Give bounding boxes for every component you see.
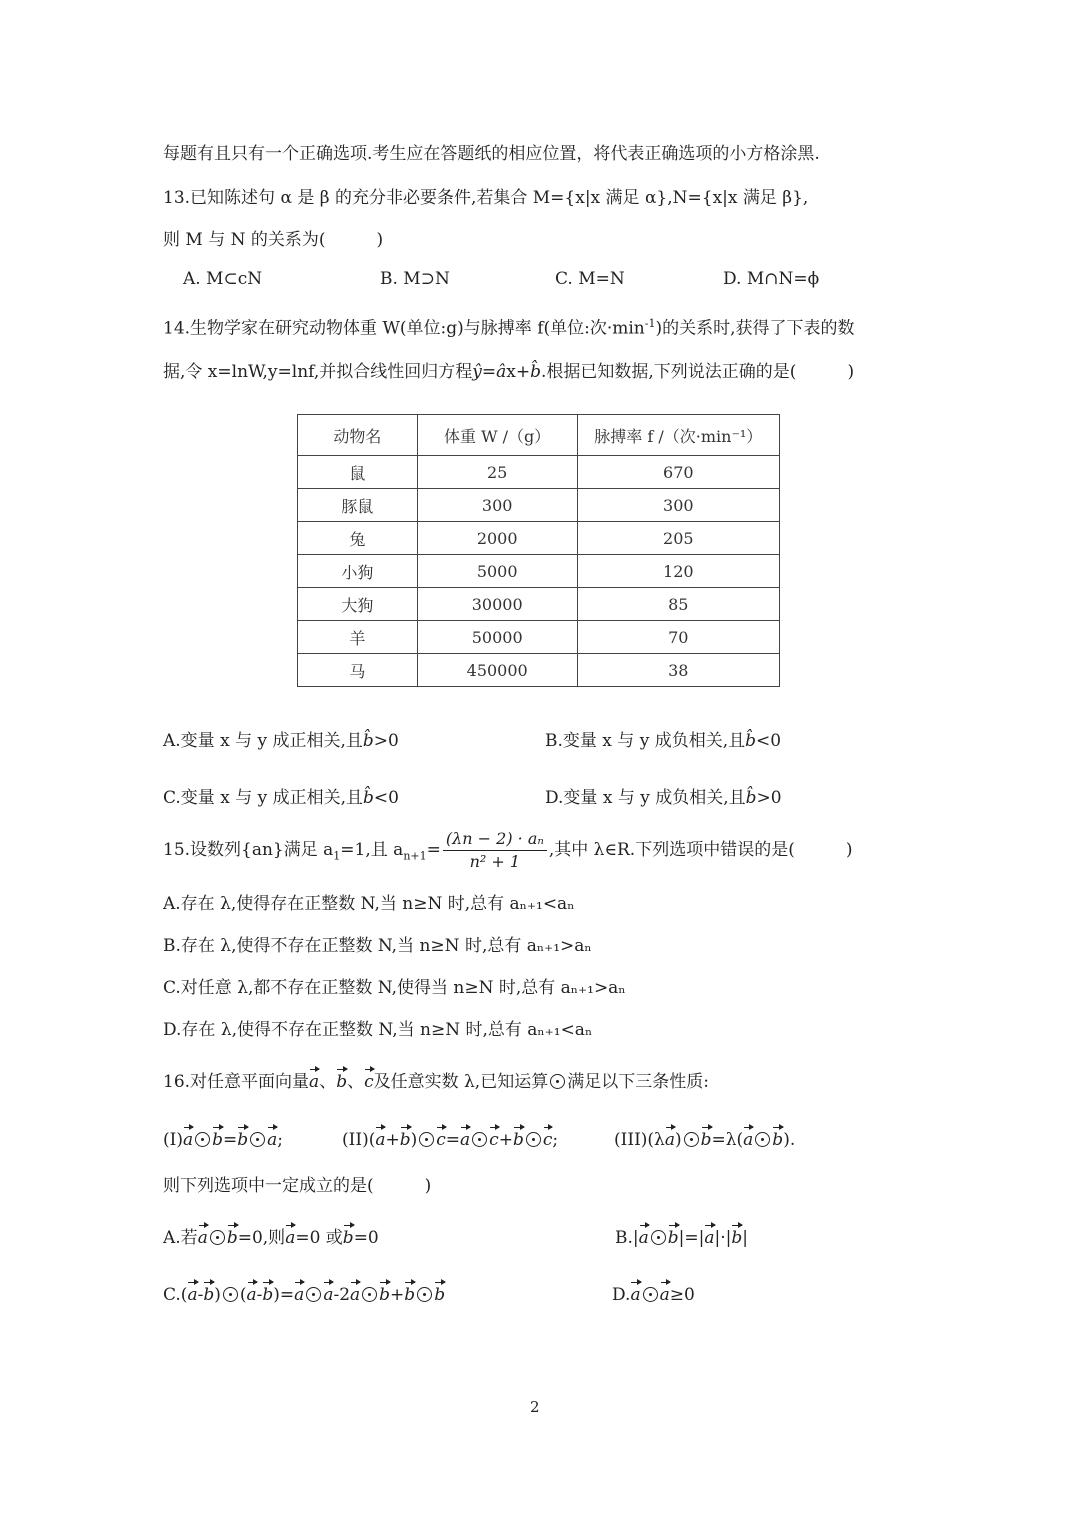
- q14-optA-cmp: >0: [373, 731, 399, 751]
- q13-option-b: B. M⊃N: [380, 269, 450, 289]
- q14-optB-cmp: <0: [756, 731, 782, 751]
- vector-b: b: [336, 1068, 347, 1094]
- q15-fraction: [443, 829, 547, 872]
- q16-sep1: 、: [319, 1072, 337, 1092]
- odot-operator-icon: [472, 1132, 487, 1147]
- odot-operator-icon: [651, 1230, 666, 1245]
- q16-optD-pre: D.: [612, 1285, 631, 1305]
- table-cell-pulse: 38: [577, 654, 779, 687]
- table-cell-animal: 豚鼠: [298, 489, 418, 522]
- vector-a: a: [198, 1224, 208, 1250]
- q15-frac-numerator: (λn − 2) · aₙ: [443, 829, 547, 851]
- q16-p3-label: (III)(λ: [614, 1130, 665, 1150]
- q14-stem-line1: [163, 312, 855, 341]
- vector-b: b: [513, 1126, 524, 1152]
- table-cell-pulse: 120: [577, 555, 779, 588]
- q15-sub1: 1: [333, 849, 341, 863]
- q16-stem-c: 满足以下三条性质:: [567, 1072, 709, 1092]
- q16-paren: ): [410, 1130, 418, 1150]
- q16-p2-label: (II)(: [342, 1130, 376, 1150]
- q15-option-b: B.存在 λ,使得不存在正整数 N,当 n≥N 时,总有 aₙ₊₁>aₙ: [163, 936, 592, 956]
- table-header-row: [298, 415, 780, 456]
- table-cell-weight: 30000: [417, 588, 577, 621]
- q15-stem-a: 15.设数列{an}满足 a: [163, 840, 334, 860]
- table-header-pulse: 脉搏率 f /（次·min⁻¹）: [577, 415, 779, 456]
- table-cell-animal: 马: [298, 654, 418, 687]
- table-row: [298, 621, 780, 654]
- table-cell-pulse: 205: [577, 522, 779, 555]
- vector-a: a: [460, 1126, 470, 1152]
- table-cell-weight: 25: [417, 456, 577, 489]
- table-cell-animal: 大狗: [298, 588, 418, 621]
- table-row: [298, 522, 780, 555]
- vector-b: b: [212, 1126, 223, 1152]
- q16-optB-mid1: |=|: [678, 1228, 705, 1248]
- q16-lambda-open: =λ(: [711, 1130, 744, 1150]
- vector-c: c: [436, 1126, 446, 1152]
- q14-optD-text: D.变量 x 与 y 成负相关,且: [545, 788, 746, 808]
- vector-b: b: [379, 1281, 390, 1307]
- vector-c: c: [543, 1126, 553, 1152]
- table-row: [298, 654, 780, 687]
- q15-option-c: C.对任意 λ,都不存在正整数 N,使得当 n≥N 时,总有 aₙ₊₁>aₙ: [163, 978, 626, 998]
- q13-stem-line1: 13.已知陈述句 α 是 β 的充分非必要条件,若集合 M={x|x 满足 α},N={x|x 满足 β},: [163, 188, 809, 208]
- vector-a: a: [285, 1224, 295, 1250]
- odot-operator-icon: [210, 1230, 225, 1245]
- odot-operator-icon: [526, 1132, 541, 1147]
- vector-a: a: [660, 1281, 670, 1307]
- q16-optB-pre: B.|: [615, 1228, 639, 1248]
- q14-stem1-text-b: )的关系时,获得了下表的数: [655, 318, 855, 339]
- q16-optB-mid2: |·|: [714, 1228, 732, 1248]
- vector-b: b: [701, 1126, 712, 1152]
- q14-option-d: [545, 786, 782, 810]
- table-cell-pulse: 670: [577, 456, 779, 489]
- odot-operator-icon: [250, 1132, 265, 1147]
- table-cell-weight: 50000: [417, 621, 577, 654]
- q14-optA-text: A.变量 x 与 y 成正相关,且: [163, 731, 363, 751]
- q14-stem1-sup: -1: [644, 317, 656, 330]
- q16-eq: =: [445, 1130, 461, 1150]
- table-cell-weight: 300: [417, 489, 577, 522]
- vector-a: a: [639, 1224, 649, 1250]
- table-row: [298, 489, 780, 522]
- table-cell-weight: 5000: [417, 555, 577, 588]
- vector-a: a: [187, 1281, 197, 1307]
- q16-eq: =: [223, 1130, 238, 1150]
- q14-optC-cmp: <0: [373, 788, 399, 808]
- q13-option-c: C. M=N: [555, 269, 625, 289]
- vector-b: b: [731, 1224, 742, 1250]
- q14-optB-bhat: b̂: [745, 731, 756, 751]
- vector-a: a: [247, 1281, 257, 1307]
- vector-b: b: [203, 1281, 214, 1307]
- q16-stem-a: 16.对任意平面向量: [163, 1072, 310, 1092]
- q15-stem: [163, 828, 852, 878]
- vector-a: a: [183, 1126, 193, 1152]
- vector-a: a: [294, 1281, 304, 1307]
- q16-stem-line2: 则下列选项中一定成立的是( ): [163, 1176, 432, 1196]
- vector-b: b: [343, 1224, 354, 1250]
- vector-b: b: [262, 1281, 273, 1307]
- table-row: [298, 588, 780, 621]
- vector-b: b: [237, 1126, 248, 1152]
- q16-end-paren: ).: [783, 1130, 796, 1150]
- q16-optA-mid2: =0 或: [295, 1228, 343, 1248]
- q15-option-d: D.存在 λ,使得不存在正整数 N,当 n≥N 时,总有 aₙ₊₁<aₙ: [163, 1020, 593, 1040]
- q14-stem2-text-a: 据,令 x=lnW,y=lnf,并拟合线性回归方程: [163, 362, 473, 382]
- table-cell-animal: 兔: [298, 522, 418, 555]
- q16-option-d: [612, 1281, 695, 1307]
- vector-a: a: [323, 1281, 333, 1307]
- q16-paren: ): [214, 1285, 221, 1305]
- q16-semicolon: ;: [277, 1130, 284, 1150]
- q14-data-table: [297, 414, 780, 687]
- q14-optD-cmp: >0: [756, 788, 782, 808]
- q15-stem-b: =1,且 a: [340, 840, 404, 860]
- q16-plus: +: [390, 1285, 405, 1305]
- table-cell-weight: 450000: [417, 654, 577, 687]
- q16-plus: +: [385, 1130, 400, 1150]
- q16-stem-b: 及任意实数 λ,已知运算: [373, 1072, 549, 1092]
- table-cell-weight: 2000: [417, 522, 577, 555]
- odot-operator-icon: [223, 1287, 238, 1302]
- q16-option-b: [615, 1224, 748, 1250]
- vector-b: b: [227, 1224, 238, 1250]
- vector-a: a: [743, 1126, 753, 1152]
- vector-c: c: [489, 1126, 499, 1152]
- table-row: [298, 456, 780, 489]
- q16-property-2: [342, 1126, 558, 1152]
- q16-stem-line1: [163, 1068, 709, 1094]
- table-cell-animal: 鼠: [298, 456, 418, 489]
- odot-operator-icon: [550, 1074, 565, 1089]
- q14-stem1-text-a: 14.生物学家在研究动物体重 W(单位:g)与脉搏率 f(单位:次·min: [163, 318, 645, 339]
- q16-optA-pre: A.若: [163, 1228, 198, 1248]
- vector-b: b: [772, 1126, 783, 1152]
- table-header-weight: 体重 W /（g）: [417, 415, 577, 456]
- q16-optA-end: =0: [353, 1228, 379, 1248]
- q16-property-1: [163, 1126, 283, 1152]
- q16-paren: ): [674, 1130, 682, 1150]
- vector-a: a: [309, 1068, 319, 1094]
- vector-b: b: [434, 1281, 445, 1307]
- vector-a: a: [267, 1126, 277, 1152]
- odot-operator-icon: [643, 1287, 658, 1302]
- q14-optA-bhat: b̂: [362, 731, 374, 751]
- table-cell-pulse: 85: [577, 588, 779, 621]
- vector-a: a: [704, 1224, 714, 1250]
- q13-option-a: A. M⊂cN: [183, 269, 263, 289]
- q14-optC-bhat: b̂: [363, 788, 374, 808]
- q16-optC-two: -2: [333, 1285, 351, 1305]
- odot-operator-icon: [195, 1132, 210, 1147]
- q15-sub2: n+1: [403, 849, 427, 863]
- q16-optC-pre: C.(: [163, 1285, 188, 1305]
- odot-operator-icon: [362, 1287, 377, 1302]
- table-row: [298, 555, 780, 588]
- vector-a: a: [630, 1281, 640, 1307]
- q16-optB-end: |: [742, 1228, 748, 1248]
- q14-stem2-text-b: .根据已知数据,下列说法正确的是( ): [541, 362, 855, 382]
- vector-a: a: [375, 1126, 385, 1152]
- q16-optA-mid1: =0,则: [237, 1228, 286, 1248]
- q14-ahat: â: [496, 362, 507, 382]
- vector-b: b: [668, 1224, 679, 1250]
- vector-a: a: [665, 1126, 675, 1152]
- odot-operator-icon: [417, 1287, 432, 1302]
- vector-c: c: [364, 1068, 374, 1094]
- q16-property-3: [614, 1126, 795, 1152]
- q13-stem-line2: 则 M 与 N 的关系为( ): [163, 230, 384, 250]
- q14-bhat: b̂: [530, 362, 541, 382]
- q14-optD-bhat: b̂: [745, 788, 757, 808]
- q14-x: x+: [506, 362, 531, 382]
- intro-text: 每题有且只有一个正确选项.考生应在答题纸的相应位置，将代表正确选项的小方格涂黑.: [163, 144, 820, 164]
- page-number: 2: [530, 1398, 540, 1416]
- q16-p1-label: (I): [163, 1130, 183, 1150]
- odot-operator-icon: [419, 1132, 434, 1147]
- table-cell-pulse: 70: [577, 621, 779, 654]
- table-cell-animal: 羊: [298, 621, 418, 654]
- table-cell-pulse: 300: [577, 489, 779, 522]
- q15-stem-d: ,其中 λ∈R.下列选项中错误的是( ): [548, 840, 853, 860]
- q14-eq: =: [481, 362, 497, 382]
- q16-sep2: 、: [347, 1072, 365, 1092]
- table-header-animal: 动物名: [298, 415, 418, 456]
- q14-yhat: ŷ: [472, 362, 482, 382]
- q14-stem-line2: [163, 360, 854, 384]
- table-cell-animal: 小狗: [298, 555, 418, 588]
- q16-option-c: C.(a-b) (a-b)=a a-2a b+b b: [163, 1281, 445, 1307]
- q15-stem-c: =: [426, 840, 441, 860]
- q16-minus: -: [197, 1285, 204, 1305]
- q16-option-a: [163, 1224, 379, 1250]
- q15-frac-denominator: n² + 1: [469, 852, 521, 871]
- q14-option-a: [163, 729, 399, 753]
- q16-optD-end: ≥0: [669, 1285, 695, 1305]
- q14-optC-text: C.变量 x 与 y 成正相关,且: [163, 788, 364, 808]
- q14-option-b: [545, 729, 781, 753]
- q14-optB-text: B.变量 x 与 y 成负相关,且: [545, 731, 746, 751]
- odot-operator-icon: [306, 1287, 321, 1302]
- q16-semicolon: ;: [552, 1130, 559, 1150]
- q14-option-c: [163, 786, 399, 810]
- q16-minus: -: [256, 1285, 263, 1305]
- q16-plus: +: [498, 1130, 513, 1150]
- odot-operator-icon: [684, 1132, 699, 1147]
- vector-a: a: [350, 1281, 360, 1307]
- vector-b: b: [404, 1281, 415, 1307]
- vector-b: b: [400, 1126, 411, 1152]
- q15-option-a: A.存在 λ,使得存在正整数 N,当 n≥N 时,总有 aₙ₊₁<aₙ: [163, 894, 575, 914]
- odot-operator-icon: [755, 1132, 770, 1147]
- q16-optC-eq: )=: [273, 1285, 295, 1305]
- q13-option-d: D. M∩N=ϕ: [723, 269, 820, 289]
